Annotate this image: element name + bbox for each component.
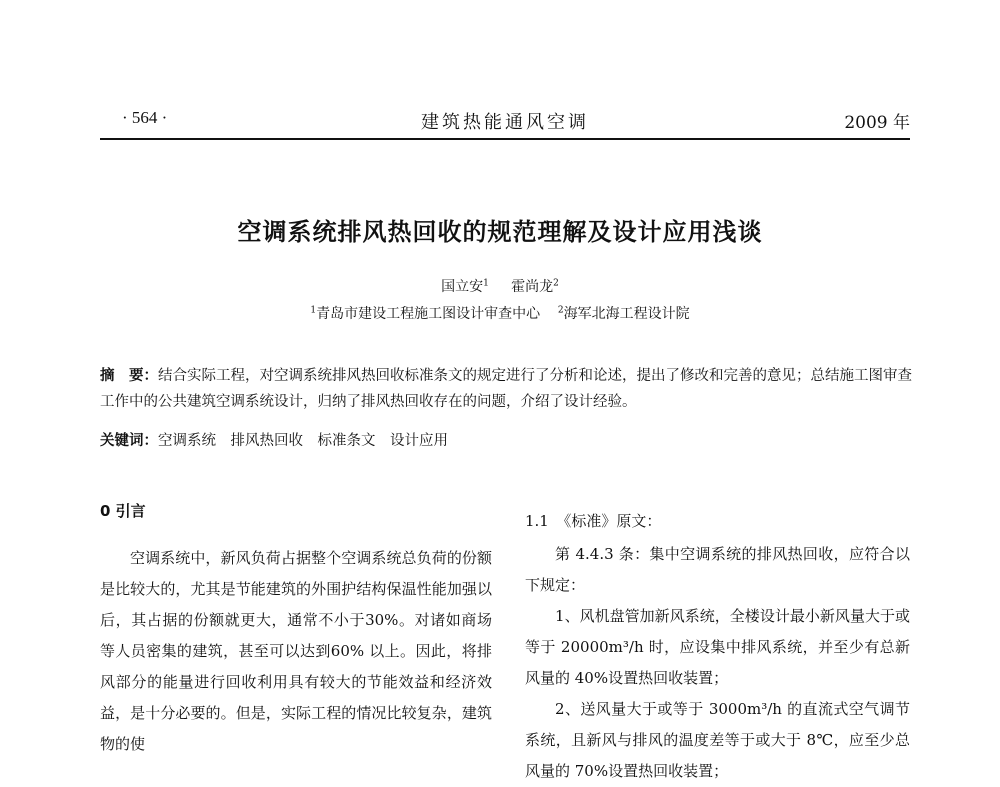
left-column	[100, 500, 492, 760]
keywords-text: 空调系统 排风热回收 标准条文 设计应用	[158, 433, 448, 449]
keywords	[100, 428, 912, 454]
paper-title: 空调系统排风热回收的规范理解及设计应用浅谈	[237, 218, 763, 246]
keywords-label: 关键词：	[100, 433, 158, 449]
abstract-label: 摘 要：	[100, 368, 158, 384]
author-superscript: 2	[553, 278, 559, 289]
clause-paragraph: 第 4.4.3 条：集中空调系统的排风热回收，应符合以下规定：	[525, 545, 910, 594]
abstract-text: 结合实际工程，对空调系统排风热回收标准条文的规定进行了分析和论述，提出了修改和完善的意见；总结施工图审查工作中的公共建筑空调系统设计，归纳了排风热回收存在的问题，介绍了设计经验。	[100, 368, 912, 410]
affiliation-superscript: 2	[557, 305, 564, 316]
affiliation-superscript: 1	[310, 305, 317, 316]
header-rule	[100, 138, 910, 140]
clause-item: 1、风机盘管加新风系统，全楼设计最小新风量大于或等于 20000m³/h 时，应设集中排风系统，并至少有总新风量的 40%设置热回收装置；	[525, 607, 910, 687]
abstract	[100, 363, 912, 415]
right-column	[525, 510, 910, 787]
author-name: 霍尚龙	[511, 279, 554, 295]
affiliation: 青岛市建设工程施工图设计审查中心	[316, 306, 541, 322]
running-header	[100, 108, 910, 134]
journal-name: 建筑热能通风空调	[421, 112, 589, 133]
publication-year: 2009 年	[844, 113, 910, 133]
page-number: · 564 ·	[122, 108, 168, 127]
section-heading: 0 引言	[100, 502, 146, 520]
subsection-heading: 1.1 《标准》原文：	[525, 512, 662, 530]
clause-item: 2、送风量大于或等于 3000m³/h 的直流式空气调节系统，且新风与排风的温度差等于或大于 8℃，应至少总风量的 70%设置热回收装置；	[525, 700, 910, 780]
intro-paragraph: 空调系统中，新风负荷占据整个空调系统总负荷的份额是比较大的，尤其是节能建筑的外围护结构保温性能加强以后，其占据的份额就更大，通常不小于30%。对诸如商场等人员密集的建筑，甚至可以达到60% 以上。因此，将排风部分的能量进行回收利用具有较大的节能效益和经济效益，是十分必要的。但是，实际工程的情况比较复杂，建筑物的使	[100, 549, 492, 753]
author-superscript: 1	[483, 278, 489, 289]
affiliation: 海军北海工程设计院	[563, 306, 690, 322]
author-line	[0, 276, 1000, 296]
affiliation-line	[0, 303, 1000, 323]
author-name: 国立安	[441, 279, 484, 295]
